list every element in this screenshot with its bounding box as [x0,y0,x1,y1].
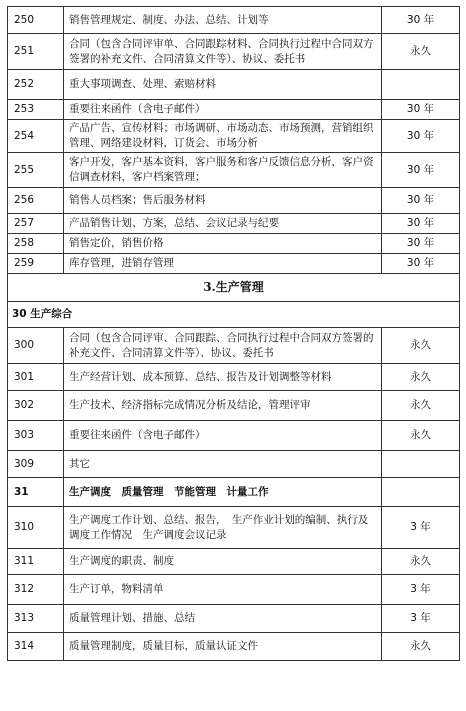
item-number: 255 [8,153,64,188]
table-row [8,391,460,421]
retention-period: 30 年 [382,100,460,120]
retention-period: 永久 [382,549,460,575]
item-content: 重大事项调查、处理、索赔材料 [64,70,382,100]
item-content: 产品销售计划、方案，总结、会议记录与纪要 [64,214,382,234]
retention-period: 3 年 [382,605,460,633]
item-content: 重要往来函件（含电子邮件） [64,100,382,120]
retention-period: 30 年 [382,153,460,188]
item-number: 254 [8,120,64,153]
item-content: 库存管理，进销存管理 [64,254,382,274]
group-title: 生产调度 质量管理 节能管理 计量工作 [64,478,382,507]
group-heading-row [8,478,460,507]
item-content: 销售定价，销售价格 [64,234,382,254]
item-content: 质量管理计划、措施、总结 [64,605,382,633]
item-content: 产品广告、宣传材料；市场调研、市场动态、市场预测，营销组织管理、网络建设材料，订货会、市场分析 [64,120,382,153]
section-title: 3.生产管理 [8,274,460,302]
subsection-title: 30 生产综合 [8,302,460,328]
retention-period: 30 年 [382,188,460,214]
retention-period [382,478,460,507]
retention-period: 永久 [382,391,460,421]
retention-period: 30 年 [382,234,460,254]
retention-period: 永久 [382,421,460,451]
retention-period: 30 年 [382,214,460,234]
item-number: 309 [8,451,64,478]
retention-period: 30 年 [382,120,460,153]
item-content: 生产调度的职责、制度 [64,549,382,575]
table-row [8,633,460,661]
retention-period [382,451,460,478]
table-row [8,100,460,120]
table-row [8,34,460,70]
section-heading-row [8,274,460,302]
item-number: 314 [8,633,64,661]
retention-period: 3 年 [382,507,460,549]
item-number: 256 [8,188,64,214]
table-row [8,605,460,633]
item-number: 310 [8,507,64,549]
item-number: 301 [8,364,64,391]
item-number: 311 [8,549,64,575]
retention-period [382,70,460,100]
retention-period: 永久 [382,328,460,364]
table-row [8,364,460,391]
item-content: 生产订单，物料清单 [64,575,382,605]
item-number: 257 [8,214,64,234]
item-content: 销售人员档案；售后服务材料 [64,188,382,214]
table-row [8,120,460,153]
retention-period: 3 年 [382,575,460,605]
item-number: 303 [8,421,64,451]
item-number: 250 [8,7,64,34]
item-content: 客户开发，客户基本资料，客户服务和客户反馈信息分析，客户资信调查材料，客户档案管理； [64,153,382,188]
archive-retention-table-page [7,6,459,661]
item-content: 生产经营计划、成本预算、总结、报告及计划调整等材料 [64,364,382,391]
retention-period: 永久 [382,34,460,70]
table-row [8,234,460,254]
retention-period: 30 年 [382,254,460,274]
table-row [8,575,460,605]
item-content: 合同（包含合同评审单、合同跟踪材料、合同执行过程中合同双方签署的补充文件、合同清算文件等）、协议、委托书 [64,34,382,70]
table-row [8,328,460,364]
item-content: 质量管理制度，质量目标，质量认证文件 [64,633,382,661]
retention-period: 永久 [382,364,460,391]
item-number: 251 [8,34,64,70]
table-row [8,153,460,188]
item-number: 252 [8,70,64,100]
item-content: 生产调度工作计划、总结、报告， 生产作业计划的编制、执行及调度工作情况 生产调度会议记录 [64,507,382,549]
table-row [8,188,460,214]
item-number: 313 [8,605,64,633]
item-content: 合同（包含合同评审、合同跟踪、合同执行过程中合同双方签署的补充文件、合同清算文件等）、协议、委托书 [64,328,382,364]
subsection-heading-row [8,302,460,328]
table-row [8,70,460,100]
table-row [8,214,460,234]
table-row [8,421,460,451]
item-number: 312 [8,575,64,605]
item-number: 258 [8,234,64,254]
retention-period: 30 年 [382,7,460,34]
item-number: 259 [8,254,64,274]
table-row [8,549,460,575]
item-content: 其它 [64,451,382,478]
table-row [8,254,460,274]
retention-period: 永久 [382,633,460,661]
group-number: 31 [8,478,64,507]
item-content: 重要往来函件（含电子邮件） [64,421,382,451]
item-number: 300 [8,328,64,364]
table-row [8,7,460,34]
retention-table [7,6,460,661]
item-number: 302 [8,391,64,421]
table-row [8,451,460,478]
item-content: 生产技术、经济指标完成情况分析及结论，管理评审 [64,391,382,421]
item-number: 253 [8,100,64,120]
item-content: 销售管理规定、制度、办法、总结、计划等 [64,7,382,34]
table-row [8,507,460,549]
